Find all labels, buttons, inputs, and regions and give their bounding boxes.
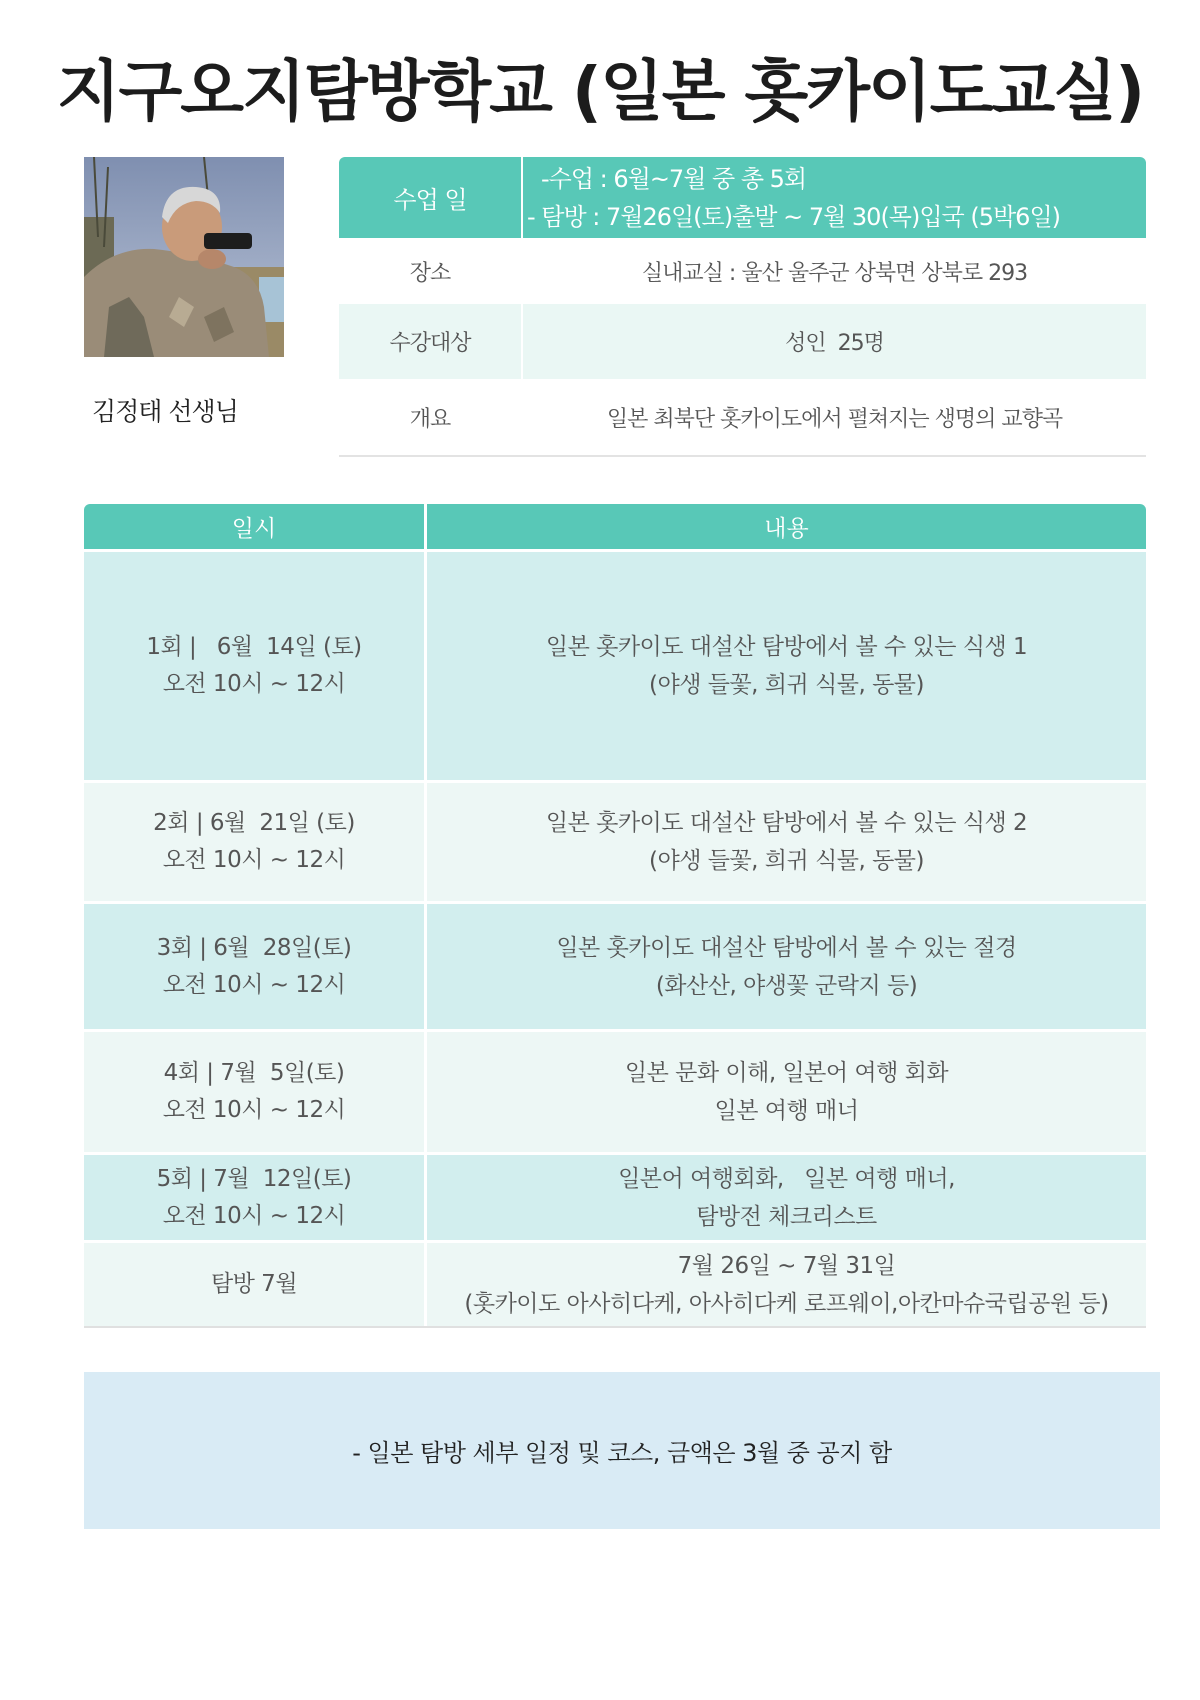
session-content xyxy=(427,552,1146,780)
info-row-place xyxy=(339,238,1146,304)
session-detail: (야생 들꽃, 희귀 식물, 동물) xyxy=(649,848,924,874)
session-time xyxy=(84,783,427,901)
table-row xyxy=(84,549,1146,780)
session-detail: 일본 여행 매너 xyxy=(714,1098,859,1124)
table-row xyxy=(84,780,1146,901)
notice-box xyxy=(84,1372,1160,1529)
schedule-header xyxy=(84,504,1146,549)
session-hours: 오전 10시 ~ 12시 xyxy=(162,1202,346,1229)
session-topic: 일본어 여행회화, 일본 여행 매너, xyxy=(618,1165,955,1192)
session-detail: (홋카이도 아사히다케, 아사히다케 로프웨이,아칸마슈국립공원 등) xyxy=(464,1290,1109,1317)
session-time xyxy=(84,1032,427,1152)
session-detail: (화산산, 야생꽃 군락지 등) xyxy=(655,972,918,999)
session-hours: 오전 10시 ~ 12시 xyxy=(162,847,346,873)
session-hours: 오전 10시 ~ 12시 xyxy=(162,971,346,998)
class-day-value xyxy=(523,157,1146,238)
class-day-line1: -수업 : 6월~7월 중 총 5회 xyxy=(541,164,807,193)
schedule-header-content: 내용 xyxy=(764,516,809,542)
place-label: 장소 xyxy=(339,238,523,304)
schedule-table xyxy=(84,504,1146,1328)
session-topic: 7월 26일 ~ 7월 31일 xyxy=(677,1252,896,1279)
teacher-photo-image xyxy=(84,157,284,357)
place-value: 실내교실 : 울산 울주군 상북면 상북로 293 xyxy=(641,260,1028,286)
class-day-label: 수업 일 xyxy=(339,157,523,238)
info-row-target xyxy=(339,304,1146,379)
session-date: 1회 | 6월 14일 (토) xyxy=(146,634,362,660)
class-day-line2: - 탐방 : 7월26일(토)출발 ~ 7월 30(목)입국 (5박6일) xyxy=(527,202,1060,231)
course-info-table xyxy=(339,157,1146,457)
session-date: 2회 | 6월 21일 (토) xyxy=(153,810,355,836)
overview-label: 개요 xyxy=(339,379,523,455)
page-title: 지구오지탐방학교 (일본 홋카이도교실) xyxy=(56,53,1144,130)
session-content xyxy=(427,904,1146,1029)
session-topic: 일본 문화 이해, 일본어 여행 회화 xyxy=(624,1060,949,1086)
overview-value: 일본 최북단 홋카이도에서 펼쳐지는 생명의 교향곡 xyxy=(606,406,1063,432)
teacher-name: 김정태 선생님 xyxy=(92,397,238,426)
table-row xyxy=(84,1029,1146,1152)
info-row-class-day xyxy=(339,157,1146,238)
session-detail: 탐방전 체크리스트 xyxy=(696,1203,877,1230)
info-row-overview xyxy=(339,379,1146,457)
table-row xyxy=(84,1152,1146,1240)
session-content xyxy=(427,1155,1146,1240)
table-row xyxy=(84,1240,1146,1328)
session-topic: 일본 홋카이도 대설산 탐방에서 볼 수 있는 절경 xyxy=(556,934,1017,961)
teacher-photo xyxy=(84,157,284,357)
session-time xyxy=(84,904,427,1029)
session-detail: (야생 들꽃, 희귀 식물, 동물) xyxy=(649,672,924,698)
session-topic: 일본 홋카이도 대설산 탐방에서 볼 수 있는 식생 1 xyxy=(545,634,1028,660)
session-date: 탐방 7월 xyxy=(210,1271,298,1297)
session-date: 4회 | 7월 5일(토) xyxy=(163,1060,345,1086)
session-time xyxy=(84,1243,427,1326)
session-topic: 일본 홋카이도 대설산 탐방에서 볼 수 있는 식생 2 xyxy=(545,810,1028,836)
session-date: 3회 | 6월 28일(토) xyxy=(156,934,352,961)
session-time xyxy=(84,552,427,780)
session-time xyxy=(84,1155,427,1240)
session-content xyxy=(427,1243,1146,1326)
notice-text: - 일본 탐방 세부 일정 및 코스, 금액은 3월 중 공지 함 xyxy=(352,1439,892,1467)
target-value: 성인 25명 xyxy=(785,331,884,356)
session-content xyxy=(427,1032,1146,1152)
table-row xyxy=(84,901,1146,1029)
target-label: 수강대상 xyxy=(339,304,523,379)
schedule-header-time: 일시 xyxy=(84,504,427,549)
session-content xyxy=(427,783,1146,901)
session-hours: 오전 10시 ~ 12시 xyxy=(162,1097,346,1123)
session-date: 5회 | 7월 12일(토) xyxy=(156,1165,352,1192)
session-hours: 오전 10시 ~ 12시 xyxy=(162,671,346,697)
